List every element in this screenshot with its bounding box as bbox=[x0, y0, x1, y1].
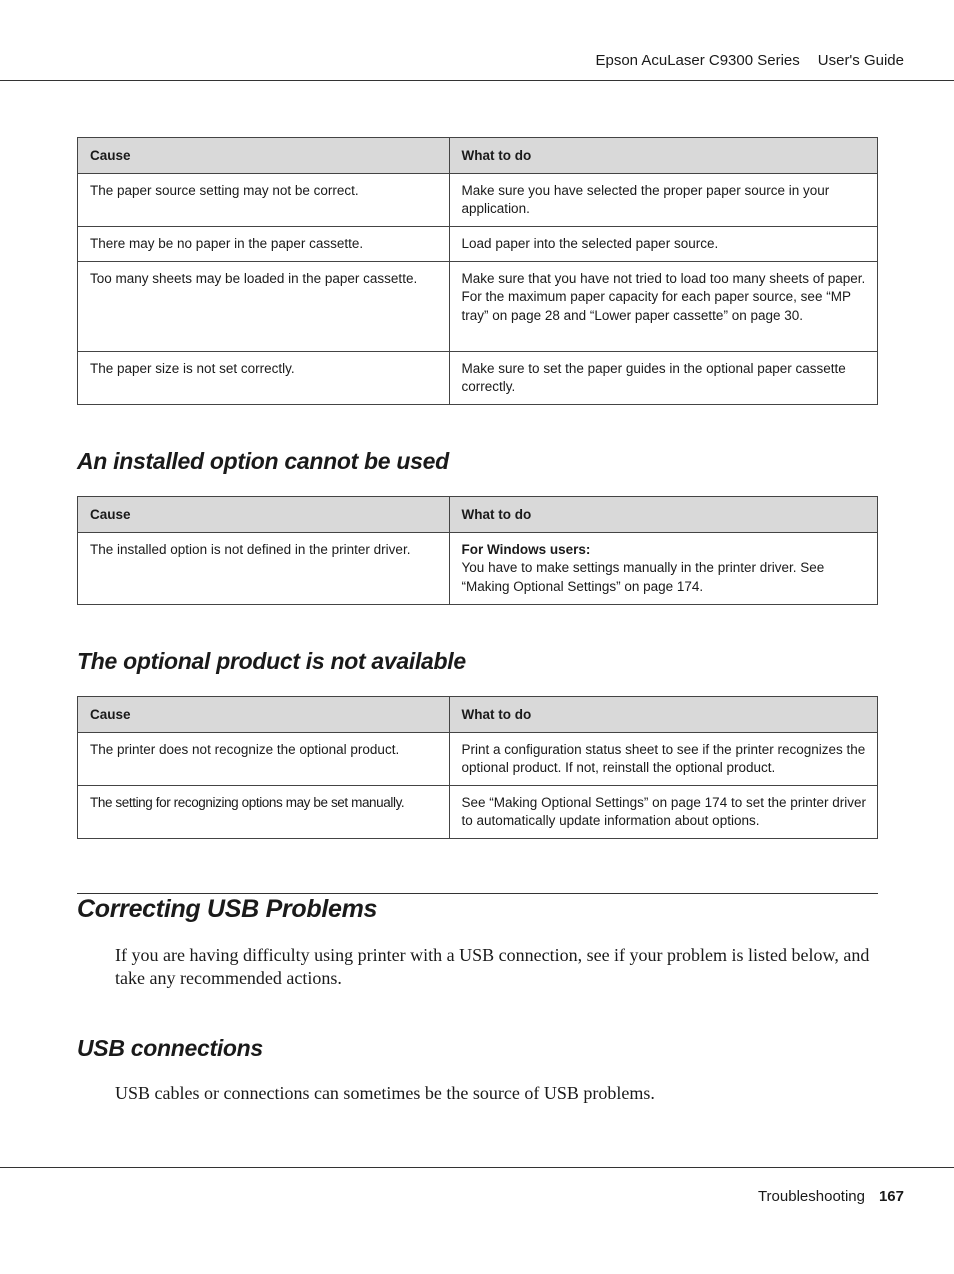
usb-connections-paragraph: USB cables or connections can sometimes be the source of USB problems. bbox=[115, 1083, 655, 1103]
chapter-heading-usb: Correcting USB Problems bbox=[77, 895, 378, 923]
chapter-rule bbox=[77, 893, 878, 894]
cause-cell: The installed option is not defined in the printer driver. bbox=[78, 532, 450, 604]
section-heading-usb-connections: USB connections bbox=[77, 1035, 263, 1061]
column-header-cause: Cause bbox=[78, 697, 450, 733]
table-header-row bbox=[78, 697, 878, 733]
action-cell: See “Making Optional Settings” on page 174 to set the printer driver to automatically update information about options. bbox=[449, 785, 877, 838]
action-subheading: For Windows users: bbox=[461, 541, 591, 557]
table-row bbox=[78, 351, 878, 404]
column-header-what-to-do: What to do bbox=[449, 497, 877, 533]
table-row bbox=[78, 732, 878, 785]
table-row bbox=[78, 226, 878, 261]
optional-product-table bbox=[77, 696, 878, 839]
page-header bbox=[0, 52, 904, 70]
action-cell: Print a configuration status sheet to see if the printer recognizes the optional product. If not, reinstall the optional product. bbox=[449, 732, 877, 785]
section-heading-installed-option: An installed option cannot be used bbox=[77, 448, 449, 474]
table-header-row bbox=[78, 497, 878, 533]
usb-intro-paragraph: If you are having difficulty using printer with a USB connection, see if your problem is listed below, and take any recommended actions. bbox=[115, 945, 870, 988]
cause-cell: The paper source setting may not be correct. bbox=[78, 173, 450, 226]
action-cell: Make sure that you have not tried to load too many sheets of paper. For the maximum paper capacity for each paper source, see “MP tray” on page 28 and “Lower paper cassette” on page 30. bbox=[449, 261, 877, 351]
header-rule bbox=[0, 80, 954, 81]
cause-cell: The setting for recognizing options may be set manually. bbox=[78, 785, 450, 838]
cause-cell: There may be no paper in the paper cassette. bbox=[78, 226, 450, 261]
column-header-cause: Cause bbox=[78, 138, 450, 174]
footer-section: Troubleshooting bbox=[757, 1188, 865, 1205]
table-row bbox=[78, 785, 878, 838]
cause-cell: The printer does not recognize the optional product. bbox=[78, 732, 450, 785]
column-header-cause: Cause bbox=[78, 497, 450, 533]
table-row bbox=[78, 173, 878, 226]
installed-option-table bbox=[77, 496, 878, 605]
header-product: Epson AcuLaser C9300 Series bbox=[595, 52, 800, 69]
action-text: You have to make settings manually in the printer driver. See “Making Optional Settings” on page 174. bbox=[461, 560, 825, 594]
action-cell: Make sure you have selected the proper paper source in your application. bbox=[449, 173, 877, 226]
table-row bbox=[78, 532, 878, 604]
column-header-what-to-do: What to do bbox=[449, 138, 877, 174]
column-header-what-to-do: What to do bbox=[449, 697, 877, 733]
cause-cell: Too many sheets may be loaded in the paper cassette. bbox=[78, 261, 450, 351]
table-row bbox=[78, 261, 878, 351]
cause-cell: The paper size is not set correctly. bbox=[78, 351, 450, 404]
section-heading-optional-product: The optional product is not available bbox=[77, 648, 466, 674]
paper-source-table bbox=[77, 137, 878, 405]
action-cell: Load paper into the selected paper source. bbox=[449, 226, 877, 261]
action-cell bbox=[449, 532, 877, 604]
table-header-row bbox=[78, 138, 878, 174]
page-footer bbox=[0, 1188, 904, 1206]
header-doc-title: User's Guide bbox=[817, 52, 904, 69]
page-number: 167 bbox=[878, 1188, 904, 1205]
action-cell: Make sure to set the paper guides in the optional paper cassette correctly. bbox=[449, 351, 877, 404]
footer-rule bbox=[0, 1167, 954, 1168]
